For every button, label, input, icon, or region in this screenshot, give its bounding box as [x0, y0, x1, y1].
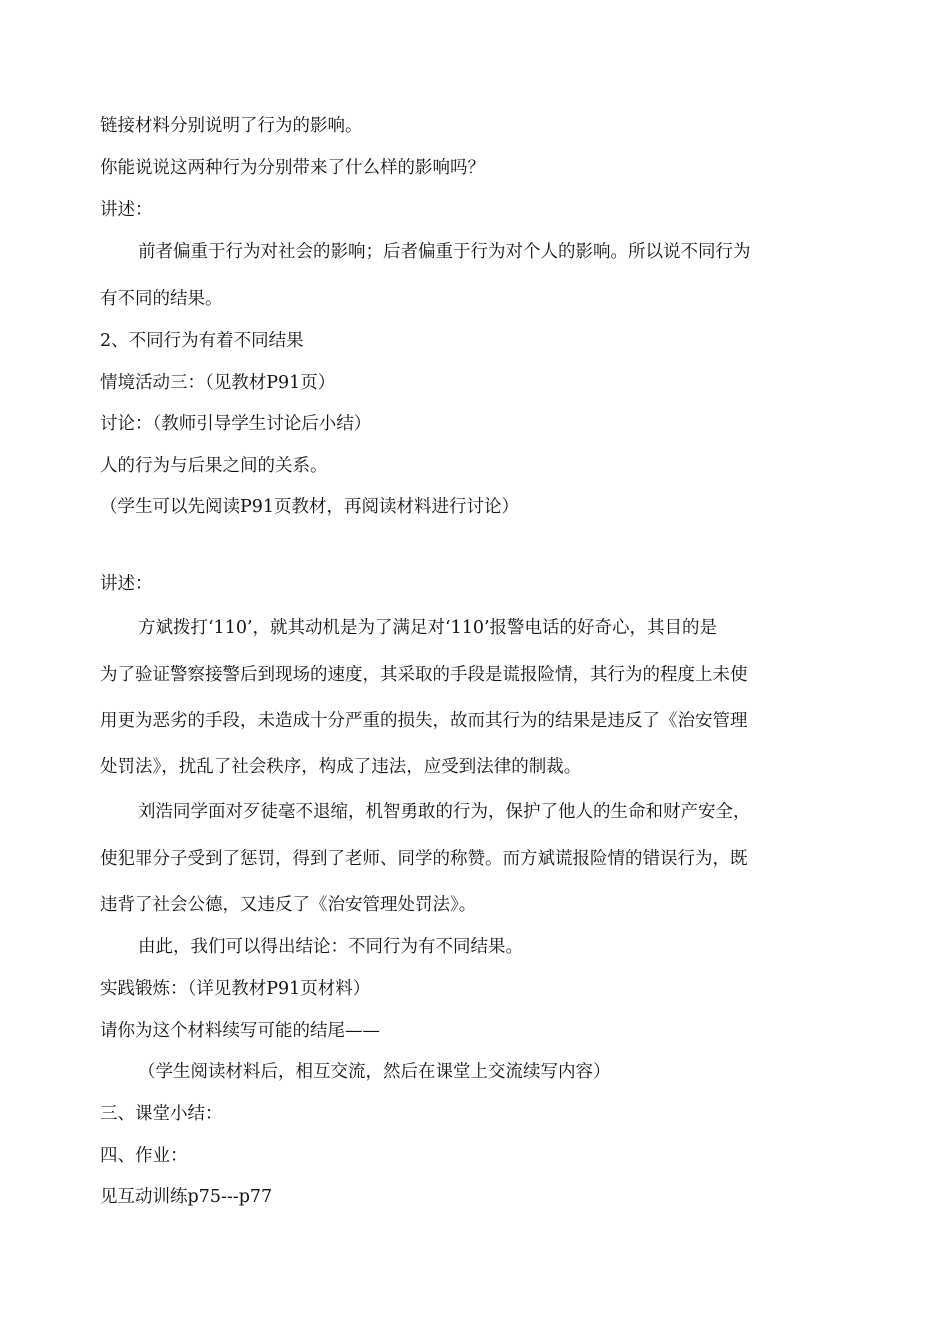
text-line-19: 由此，我们可以得出结论：不同行为有不同结果。: [138, 937, 523, 957]
text-line-3: 讲述：: [100, 200, 153, 220]
text-line-23: 三、课堂小结：: [100, 1104, 223, 1124]
text-line-22: （学生阅读材料后，相互交流，然后在课堂上交流续写内容）: [138, 1062, 611, 1082]
text-line-7: 情境活动三：（见教材P91页）: [100, 373, 336, 393]
text-line-5: 有不同的结果。: [100, 289, 223, 309]
text-line-18: 违背了社会公德，又违反了《治安管理处罚法》。: [100, 895, 477, 915]
text-line-12: 方斌拨打‘110’，就其动机是为了满足对‘110’报警电话的好奇心，其目的是: [138, 618, 718, 638]
text-line-21: 请你为这个材料续写可能的结尾——: [100, 1021, 380, 1041]
text-line-15: 处罚法》，扰乱了社会秩序，构成了违法，应受到法律的制裁。: [100, 757, 582, 777]
text-line-20: 实践锻炼：（详见教材P91页材料）: [100, 979, 371, 999]
text-line-8: 讨论：（教师引导学生讨论后小结）: [100, 414, 372, 434]
text-line-17: 使犯罪分子受到了惩罚，得到了老师、同学的称赞。而方斌谎报险情的错误行为，既: [100, 849, 748, 869]
text-line-6: 2、不同行为有着不同结果: [100, 331, 304, 351]
text-line-13: 为了验证警察接警后到现场的速度，其采取的手段是谎报险情，其行为的程度上未使: [100, 665, 748, 685]
text-line-16: 刘浩同学面对歹徒毫不退缩，机智勇敢的行为，保护了他人的生命和财产安全，: [138, 802, 751, 822]
text-line-1: 链接材料分别说明了行为的影响。: [100, 116, 363, 136]
text-line-24: 四、作业：: [100, 1146, 188, 1166]
text-line-11: 讲述：: [100, 574, 153, 594]
text-line-9: 人的行为与后果之间的关系。: [100, 456, 328, 476]
text-line-4: 前者偏重于行为对社会的影响；后者偏重于行为对个人的影响。所以说不同行为: [138, 242, 751, 262]
text-line-25: 见互动训练p75---p77: [100, 1187, 273, 1207]
text-line-10: （学生可以先阅读P91页教材，再阅读材料进行讨论）: [100, 497, 520, 517]
text-line-2: 你能说说这两种行为分别带来了什么样的影响吗？: [100, 158, 485, 178]
text-line-14: 用更为恶劣的手段，未造成十分严重的损失，故而其行为的结果是违反了《治安管理: [100, 711, 748, 731]
